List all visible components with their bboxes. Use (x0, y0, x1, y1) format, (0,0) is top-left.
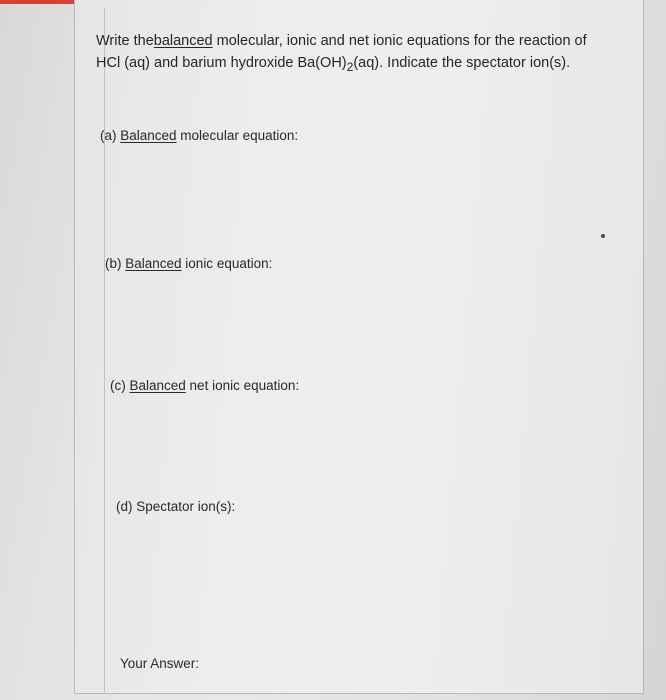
part-b-prefix: (b) (105, 256, 126, 271)
question-part-4: (aq). Indicate the spectator ion(s). (353, 55, 571, 71)
question-underlined-word: balanced (153, 33, 213, 49)
part-d-label: (d) Spectator ion(s): (116, 499, 236, 514)
part-c-label (110, 378, 299, 393)
question-subscript: 2 (346, 59, 354, 74)
part-b-rest: ionic equation: (181, 256, 273, 271)
your-answer-label: Your Answer: (120, 656, 200, 671)
part-c-rest: net ionic equation: (185, 378, 300, 393)
part-a-underlined: Balanced (120, 128, 177, 143)
question-part-3: molecular, ionic and net ionic equations for the reaction of HCl (aq) and barium hydroxide Ba(OH) (96, 33, 587, 71)
page-speck (601, 234, 605, 238)
part-a-label (100, 128, 298, 143)
part-a-prefix: (a) (100, 128, 121, 143)
red-header-tab (0, 0, 80, 4)
question-text (96, 30, 596, 78)
part-b-underlined: Balanced (125, 256, 182, 271)
part-b-label (105, 256, 272, 271)
part-c-prefix: (c) (110, 378, 130, 393)
part-c-underlined: Balanced (129, 378, 186, 393)
answer-area[interactable] (104, 8, 644, 694)
part-a-rest: molecular equation: (176, 128, 299, 143)
question-part-1: Write the (96, 33, 154, 49)
